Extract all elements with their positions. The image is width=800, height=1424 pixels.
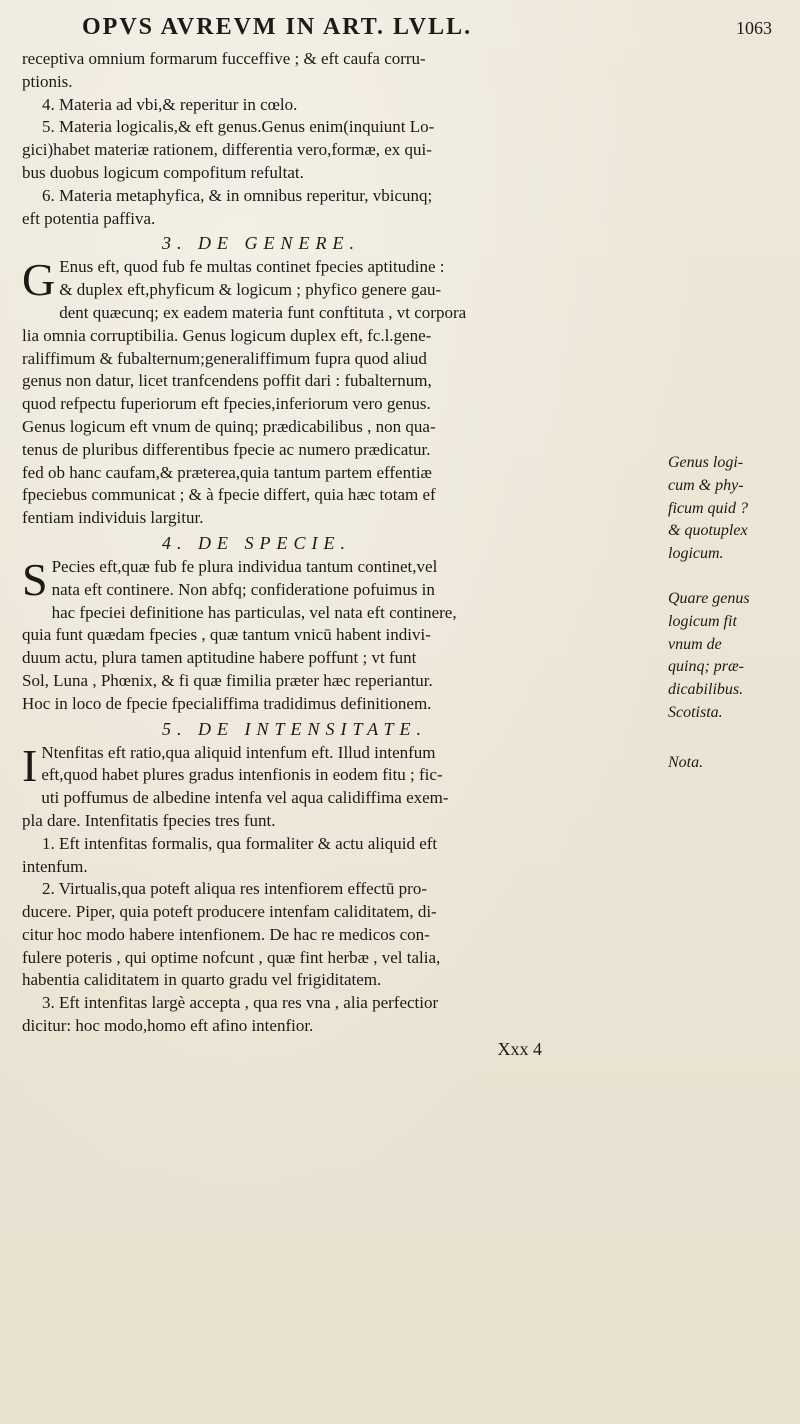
text-line: & duplex eft,phyficum & logicum ; phyfico genere gau-: [59, 280, 442, 300]
text-line: eft potentia paffiva.: [22, 208, 156, 228]
paragraph: [22, 116, 662, 184]
text-line: uti poffumus de albedine intenfa vel aqua calidiffima exem-: [41, 788, 449, 808]
text-line: Enus eft, quod fub fe multas continet fpecies aptitudine :: [59, 257, 445, 277]
margin-note-line: Scotista.: [668, 703, 723, 721]
margin-note-quare-genus: [668, 588, 778, 725]
main-text-column: [22, 48, 662, 1064]
text-line: 1. Eft intenfitas formalis, qua formaliter & actu aliquid eft: [42, 833, 438, 853]
text-line: 6. Materia metaphyfica, & in omnibus reperitur, vbicunq;: [42, 185, 433, 205]
paragraph: [22, 992, 662, 1038]
text-line: tenus de pluribus differentibus fpecie ac numero prædicatur.: [22, 439, 431, 459]
text-line: habentia caliditatem in quarto gradu vel frigiditatem.: [22, 970, 382, 990]
paragraph-de-genere: [22, 256, 662, 530]
text-line: Pecies eft,quæ fub fe plura individua tantum continet,vel: [51, 556, 438, 576]
margin-note-line: Quare genus: [668, 590, 750, 607]
margin-note-line: ficum quid ?: [668, 499, 748, 517]
text-line: 4. Materia ad vbi,& reperitur in cœlo.: [42, 94, 298, 114]
text-line: receptiva omnium formarum fucceffive ; & eft caufa corru-: [22, 49, 426, 68]
margin-note-line: vnum de: [668, 635, 722, 653]
text-line: fpeciebus communicat ; & à fpecie differt, quia hæc totam ef: [22, 485, 436, 505]
text-line: intenfum.: [22, 856, 88, 876]
drop-cap: I: [22, 739, 38, 791]
margin-note-nota: [668, 752, 778, 775]
text-line: 2. Virtualis,qua poteft aliqua res intenfiorem effectū pro-: [42, 879, 427, 899]
margin-note-genus: [668, 452, 778, 566]
paragraph: [22, 833, 662, 879]
text-line: Genus logicum eft vnum de quinq; prædicabilibus , non qua-: [22, 416, 436, 436]
paragraph-de-intensitate: [22, 739, 662, 833]
text-line: 3. Eft intenfitas largè accepta , qua res vna , alia perfectior: [42, 993, 439, 1013]
section-heading-de-genere: 3. DE GENERE.: [162, 233, 360, 254]
text-line: quia funt quædam fpecies , quæ tantum vnicū habent indivi-: [22, 625, 431, 645]
text-line: hac fpeciei definitione has particulas, vel nata eft continere,: [51, 602, 457, 622]
text-line: raliffimum & fubalternum;generaliffimum fupra quod aliud: [22, 348, 427, 368]
text-line: quod refpectu fuperiorum eft fpecies,inferiorum vero genus.: [22, 394, 431, 414]
text-line: Hoc in loco de fpecie fpecialiffima tradidimus definitionem.: [22, 693, 432, 713]
paragraph: [22, 185, 662, 231]
signature-mark: Xxx 4: [497, 1038, 542, 1059]
margin-note-line: & quotuplex: [668, 522, 748, 540]
text-line: 5. Materia logicalis,& eft genus.Genus enim(inquiunt Lo-: [42, 117, 435, 137]
text-line: lia omnia corruptibilia. Genus logicum duplex eft, fc.l.gene-: [22, 325, 432, 345]
text-line: fentiam individuis largitur.: [22, 508, 204, 528]
margin-note-line: dicabilibus.: [668, 681, 744, 699]
page-number: 1063: [736, 18, 772, 38]
text-line: genus non datur, licet tranfcendens poffit dari : fubalternum,: [22, 371, 432, 391]
text-line: fulere poteris , qui optime nofcunt , quæ fint herbæ , vel talia,: [22, 947, 441, 967]
text-line: eft,quod habet plures gradus intenfionis in eodem fitu ; fic-: [41, 765, 443, 785]
paragraph: [22, 48, 662, 94]
text-line: dent quæcunq; ex eadem materia funt conftituta , vt corpora: [59, 302, 467, 322]
paragraph-de-specie: [22, 553, 662, 716]
text-line: fed ob hanc caufam,& præterea,quia tantum partem effentiæ: [22, 462, 432, 482]
text-line: gici)habet materiæ rationem, differentia vero,formæ, ex qui-: [22, 140, 432, 160]
text-line: dicitur: hoc modo,homo eft afino intenfior.: [22, 1016, 314, 1036]
section-heading-de-intensitate: 5. DE INTENSITATE.: [162, 718, 428, 739]
paragraph: [22, 878, 662, 992]
drop-cap: G: [22, 254, 56, 306]
margin-note-line: Genus logi-: [668, 454, 744, 471]
text-line: nata eft continere. Non abfq; confideratione pofuimus in: [51, 579, 435, 599]
text-line: pla dare. Intenfitatis fpecies tres funt.: [22, 810, 276, 830]
margin-note-line: cum & phy-: [668, 476, 744, 494]
text-line: bus duobus logicum compofitum refultat.: [22, 162, 304, 182]
page-body: [22, 48, 772, 1064]
margin-note-line: logicum.: [668, 545, 724, 563]
text-line: ptionis.: [22, 71, 73, 91]
drop-cap: S: [22, 553, 48, 605]
margin-note-line: quinq; præ-: [668, 658, 744, 676]
margin-note-line: logicum fit: [668, 612, 737, 630]
text-line: Ntenfitas eft ratio,qua aliquid intenfum eft. Illud intenfum: [41, 742, 436, 762]
text-line: ducere. Piper, quia poteft producere intenfam caliditatem, di-: [22, 902, 437, 922]
section-heading-de-specie: 4. DE SPECIE.: [162, 532, 351, 553]
text-line: citur hoc modo habere intenfionem. De hac re medicos con-: [22, 924, 430, 944]
text-line: Sol, Luna , Phœnix, & fi quæ fimilia præter hæc reperiantur.: [22, 670, 433, 690]
margin-note-line: Nota.: [668, 754, 704, 771]
text-line: duum actu, plura tamen aptitudine habere poffunt ; vt funt: [22, 648, 417, 668]
running-head: OPVS AVREVM IN ART. LVLL.: [82, 14, 473, 40]
paragraph: [22, 94, 662, 117]
